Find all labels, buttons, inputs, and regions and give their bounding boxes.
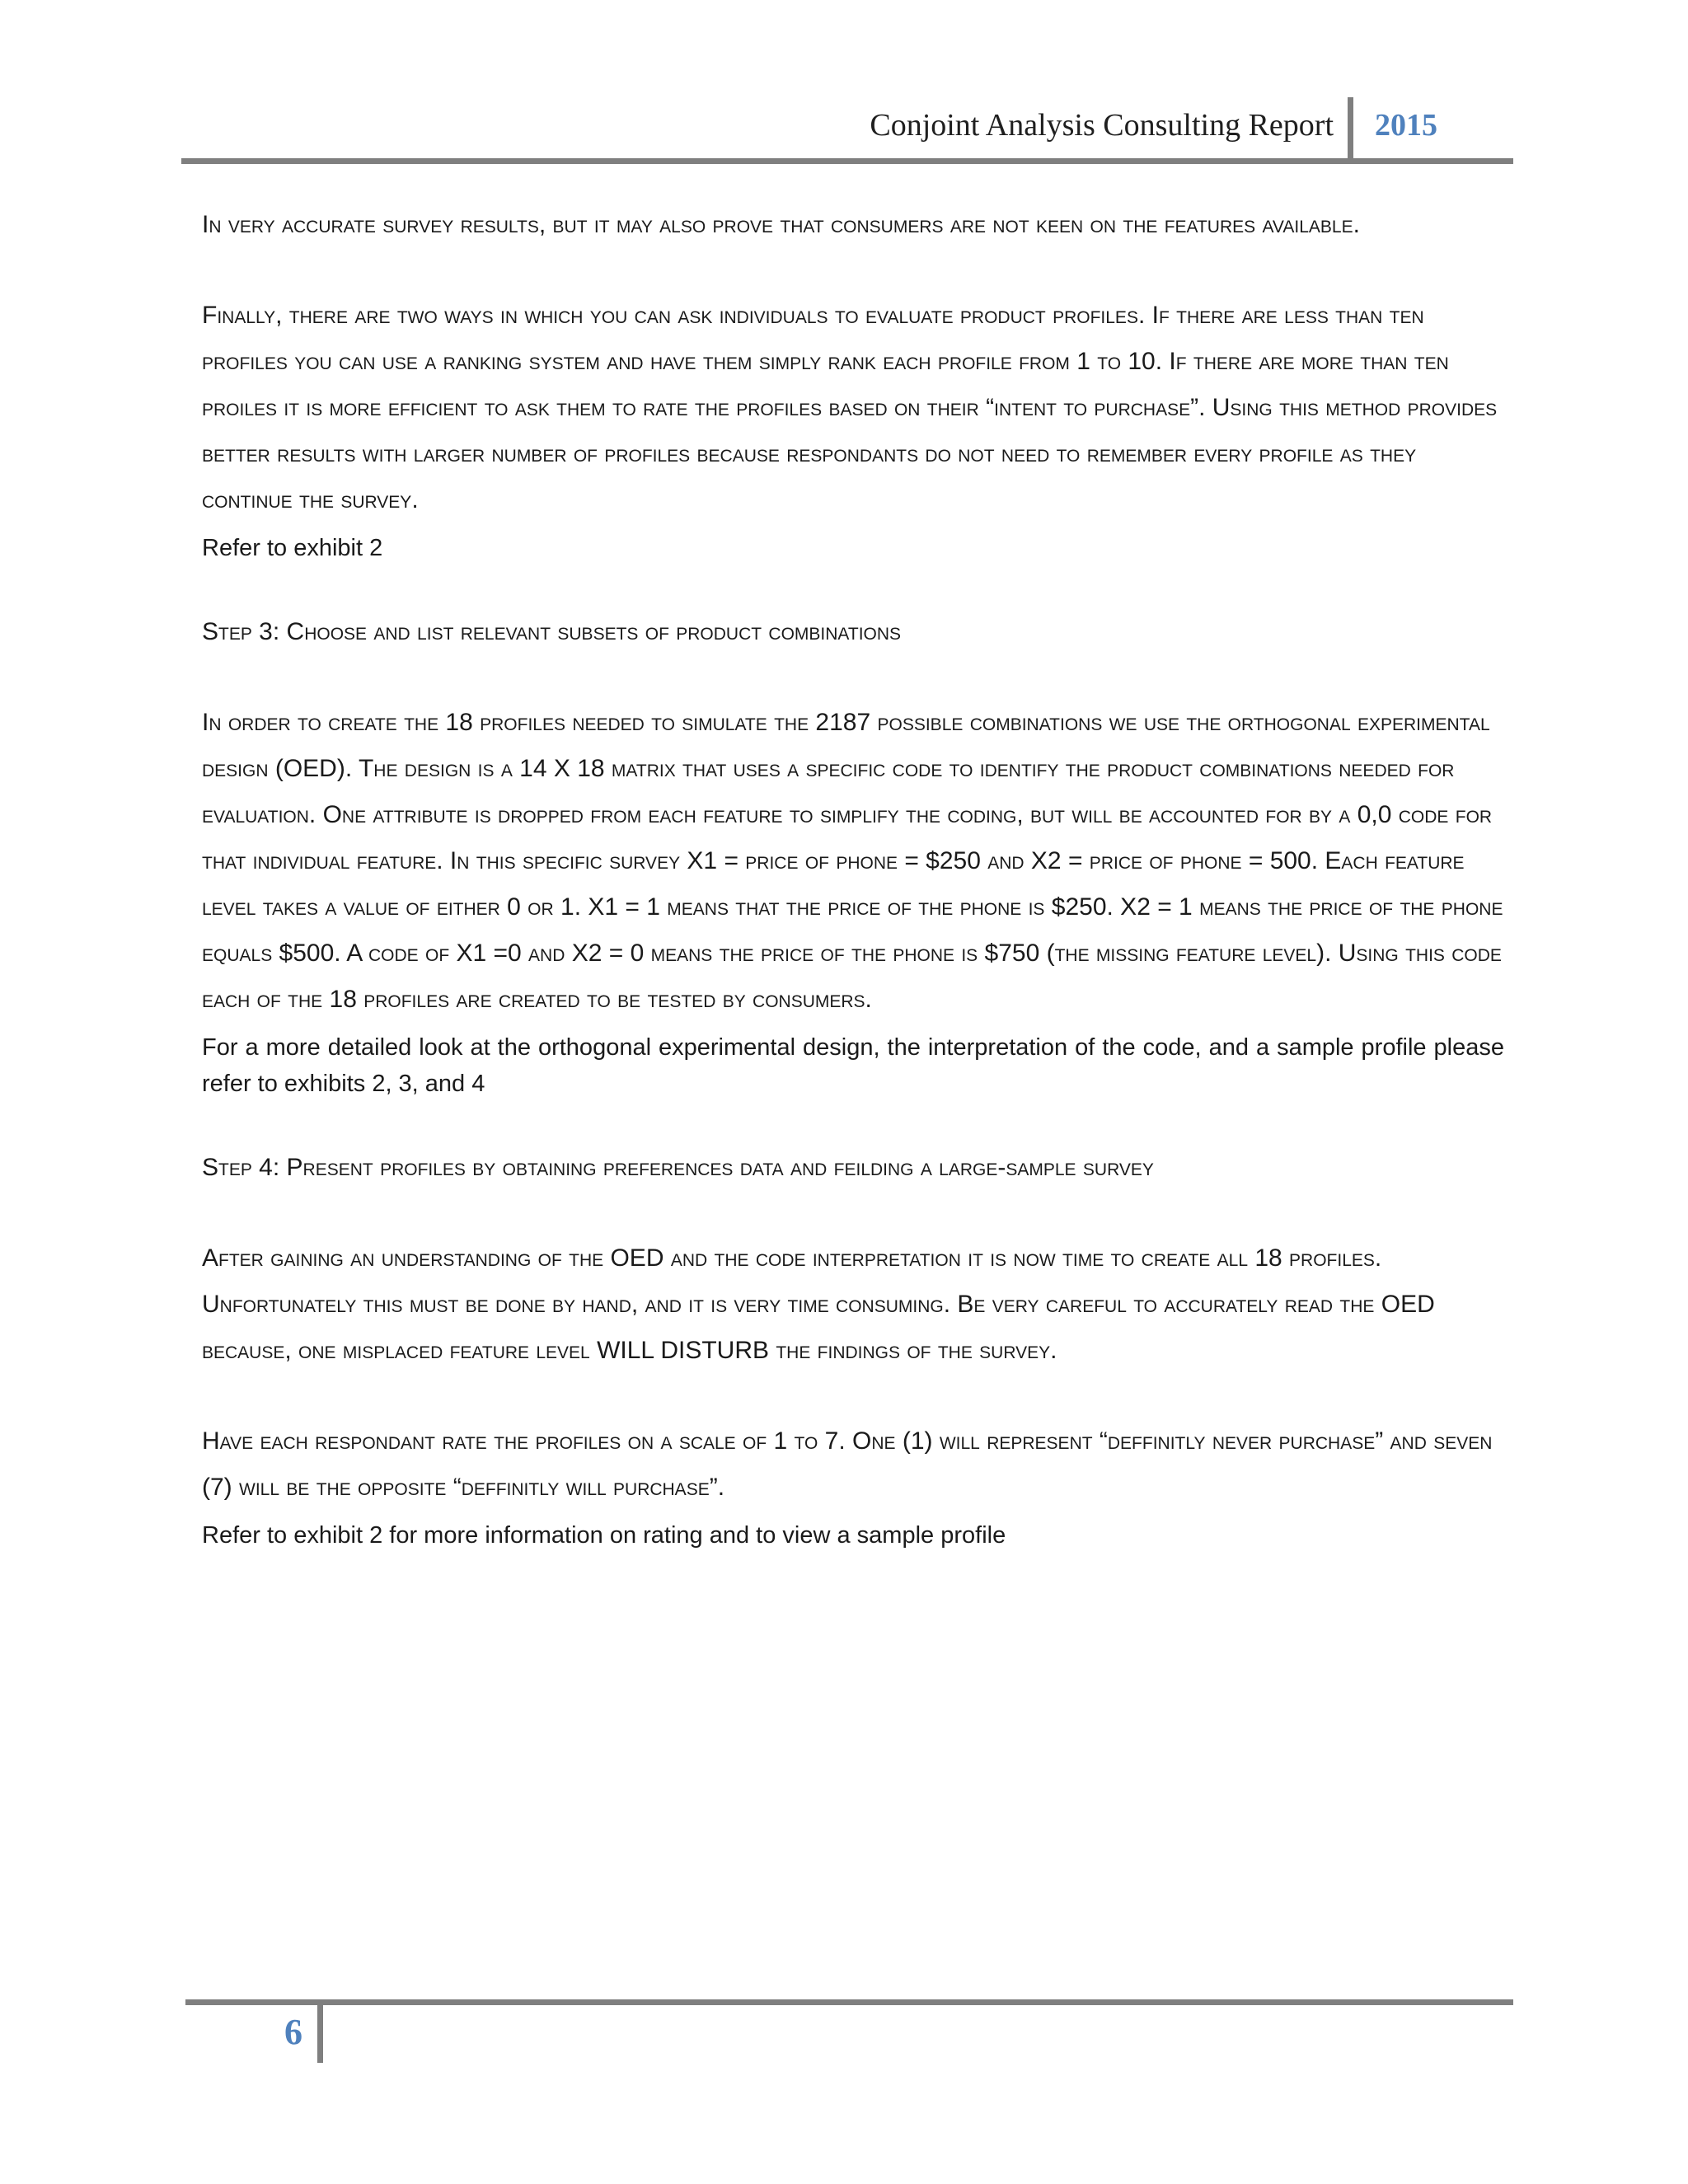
footer-separator bbox=[317, 2005, 323, 2063]
page-header bbox=[181, 97, 1513, 163]
report-year: 2015 bbox=[1375, 108, 1437, 143]
page-number: 6 bbox=[284, 2012, 302, 2052]
paragraph-oed: In order to create the 18 profiles needed to simulate the 2187 possible combinations we use the orthogonal experimental design (OED). The design is a 14 X 18 matrix that uses a specific code to identify the product combinations needed for evaluation. One attribute is dropped from each feature to simplify the coding, but will be accounted for by a 0,0 code for that individual feature. In this specific survey X1 = price of phone = $250 and X2 = price of phone = 500. Each feature level takes a value of either 0 or 1. X1 = 1 means that the price of the phone is $250. X2 = 1 means the price of the phone equals $500. A code of X1 =0 and X2 = 0 means the price of the phone is $750 (the missing feature level). Using this code each of the 18 profiles are created to be tested by consumers. bbox=[202, 709, 1503, 1013]
note-rating-reference: Refer to exhibit 2 for more information on rating and to view a sample profile bbox=[202, 1522, 1006, 1549]
header-rule bbox=[181, 158, 1513, 164]
paragraph-rating-scale: Have each respondant rate the profiles on a scale of 1 to 7. One (1) will represent “deffinitly never purchase” and seven (7) will be the opposite “deffinitly will purchase”. bbox=[202, 1427, 1493, 1501]
step-4-heading: Step 4: Present profiles by obtaining preferences data and feilding a large-sample survey bbox=[202, 1154, 1154, 1181]
paragraph-evaluation-methods: Finally, there are two ways in which you can ask individuals to evaluate product profiles. If there are less than ten profiles you can use a ranking system and have them simply rank each profile from 1 to 10. If there are more than ten proiles it is more efficient to ask them to rate the profiles based on their “intent to purchase”. Using this method provides better results with larger number of profiles because respondants do not need to remember every profile as they continue the survey. bbox=[202, 302, 1498, 513]
page-content bbox=[202, 202, 1504, 1554]
report-title: Conjoint Analysis Consulting Report bbox=[870, 108, 1334, 143]
step-3-heading: Step 3: Choose and list relevant subsets of product combinations bbox=[202, 618, 902, 645]
header-separator bbox=[1348, 97, 1353, 163]
note-oed-reference: For a more detailed look at the orthogonal experimental design, the interpretation of the code, and a sample profile please refer to exhibits 2, 3, and 4 bbox=[202, 1034, 1504, 1097]
paragraph-create-profiles: After gaining an understanding of the OED and the code interpretation it is now time to create all 18 profiles. Unfortunately this must be done by hand, and it is very time consuming. Be very careful to accurately read the OED because, one misplaced feature level WILL DISTURB the findings of the survey. bbox=[202, 1244, 1435, 1364]
footer-rule bbox=[185, 1999, 1513, 2005]
paragraph-continuation: In very accurate survey results, but it may also prove that consumers are not keen on the features available. bbox=[202, 211, 1360, 238]
note-exhibit-reference: Refer to exhibit 2 bbox=[202, 535, 383, 561]
